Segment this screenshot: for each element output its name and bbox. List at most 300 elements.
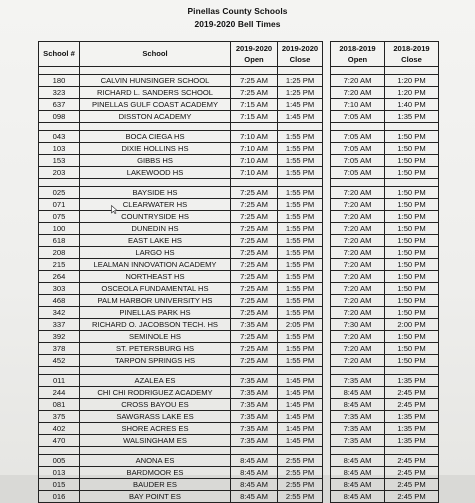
- cell-close-2019-2020: 1:55 PM: [278, 131, 323, 143]
- spacer-cell: [331, 179, 385, 187]
- table-row: [39, 271, 439, 283]
- cell-close-2019-2020: 1:55 PM: [278, 167, 323, 179]
- cell-close-2018-2019: 1:50 PM: [385, 283, 439, 295]
- cell-school-name: LEALMAN INNOVATION ACADEMY: [80, 259, 231, 271]
- cell-school-number: 015: [39, 479, 80, 491]
- column-gap: [323, 87, 331, 99]
- table-row: [39, 167, 439, 179]
- cell-open-2018-2019: 7:35 AM: [331, 435, 385, 447]
- cell-close-2019-2020: 1:55 PM: [278, 283, 323, 295]
- table-row: [39, 455, 439, 467]
- table-row: [39, 387, 439, 399]
- cell-school-name: SAWGRASS LAKE ES: [80, 411, 231, 423]
- cell-open-2019-2020: 8:45 AM: [231, 491, 278, 503]
- cell-open-2018-2019: 7:05 AM: [331, 155, 385, 167]
- cell-close-2019-2020: 2:05 PM: [278, 319, 323, 331]
- cell-open-2018-2019: 7:20 AM: [331, 331, 385, 343]
- spacer-cell: [278, 67, 323, 75]
- group-spacer: [39, 447, 439, 455]
- cell-close-2019-2020: 1:55 PM: [278, 307, 323, 319]
- cell-open-2019-2020: 8:45 AM: [231, 467, 278, 479]
- cell-close-2018-2019: 2:45 PM: [385, 455, 439, 467]
- spacer-cell: [231, 179, 278, 187]
- cell-school-number: 392: [39, 331, 80, 343]
- cell-open-2018-2019: 7:20 AM: [331, 271, 385, 283]
- table-row: [39, 199, 439, 211]
- spacer-cell: [278, 179, 323, 187]
- cell-school-name: BAYSIDE HS: [80, 187, 231, 199]
- cell-open-2019-2020: 7:10 AM: [231, 167, 278, 179]
- cell-open-2019-2020: 7:25 AM: [231, 235, 278, 247]
- spacer-cell: [385, 67, 439, 75]
- table-row: [39, 435, 439, 447]
- column-gap: [323, 355, 331, 367]
- column-gap: [323, 467, 331, 479]
- cell-close-2018-2019: 1:35 PM: [385, 435, 439, 447]
- column-gap: [323, 155, 331, 167]
- cell-close-2018-2019: 1:50 PM: [385, 187, 439, 199]
- cell-close-2018-2019: 2:45 PM: [385, 491, 439, 503]
- cell-open-2018-2019: 7:20 AM: [331, 223, 385, 235]
- table-body: [39, 67, 439, 503]
- cell-school-name: SHORE ACRES ES: [80, 423, 231, 435]
- column-gap: [323, 235, 331, 247]
- column-gap: [323, 99, 331, 111]
- column-gap: [323, 143, 331, 155]
- cell-school-number: 081: [39, 399, 80, 411]
- table-row: [39, 143, 439, 155]
- cell-close-2018-2019: 1:50 PM: [385, 331, 439, 343]
- column-gap: [323, 131, 331, 143]
- spacer-cell: [231, 123, 278, 131]
- cell-open-2018-2019: 7:30 AM: [331, 319, 385, 331]
- document-subtitle: 2019-2020 Bell Times: [194, 19, 281, 29]
- cell-school-number: 618: [39, 235, 80, 247]
- column-gap: [323, 187, 331, 199]
- spacer-cell: [39, 447, 80, 455]
- cell-school-name: EAST LAKE HS: [80, 235, 231, 247]
- cell-open-2018-2019: 7:35 AM: [331, 411, 385, 423]
- cell-school-number: 098: [39, 111, 80, 123]
- cell-school-number: 075: [39, 211, 80, 223]
- cell-close-2018-2019: 2:45 PM: [385, 479, 439, 491]
- cell-school-number: 452: [39, 355, 80, 367]
- column-gap: [323, 479, 331, 491]
- cell-open-2018-2019: 7:20 AM: [331, 343, 385, 355]
- cell-open-2018-2019: 8:45 AM: [331, 387, 385, 399]
- cell-open-2019-2020: 8:45 AM: [231, 479, 278, 491]
- cell-close-2019-2020: 1:45 PM: [278, 375, 323, 387]
- cell-school-number: 375: [39, 411, 80, 423]
- cell-school-name: BARDMOOR ES: [80, 467, 231, 479]
- cell-open-2018-2019: 8:45 AM: [331, 491, 385, 503]
- table-row: [39, 423, 439, 435]
- cell-open-2019-2020: 7:25 AM: [231, 307, 278, 319]
- cell-open-2018-2019: 7:20 AM: [331, 259, 385, 271]
- cell-school-number: 153: [39, 155, 80, 167]
- column-gap: [323, 295, 331, 307]
- group-spacer: [39, 179, 439, 187]
- cell-school-name: ST. PETERSBURG HS: [80, 343, 231, 355]
- cell-school-name: CALVIN HUNSINGER SCHOOL: [80, 75, 231, 87]
- spacer-cell: [231, 67, 278, 75]
- group-spacer: [39, 123, 439, 131]
- cell-school-name: CHI CHI RODRIGUEZ ACADEMY: [80, 387, 231, 399]
- header-open-2018-2019: 2018-2019 Open: [331, 42, 385, 67]
- table-row: [39, 111, 439, 123]
- cell-close-2018-2019: 1:20 PM: [385, 87, 439, 99]
- table-row: [39, 295, 439, 307]
- cell-school-name: COUNTRYSIDE HS: [80, 211, 231, 223]
- cell-open-2018-2019: 8:45 AM: [331, 467, 385, 479]
- table-row: [39, 355, 439, 367]
- table-row: [39, 99, 439, 111]
- cell-close-2019-2020: 1:55 PM: [278, 211, 323, 223]
- cell-close-2019-2020: 1:55 PM: [278, 259, 323, 271]
- cell-close-2018-2019: 2:00 PM: [385, 319, 439, 331]
- cell-school-number: 470: [39, 435, 80, 447]
- column-gap: [323, 411, 331, 423]
- cell-open-2018-2019: 8:45 AM: [331, 399, 385, 411]
- spacer-cell: [323, 67, 331, 75]
- table-row: [39, 223, 439, 235]
- cell-close-2018-2019: 1:20 PM: [385, 75, 439, 87]
- cell-close-2019-2020: 1:25 PM: [278, 87, 323, 99]
- cell-close-2018-2019: 1:50 PM: [385, 223, 439, 235]
- cell-close-2019-2020: 1:45 PM: [278, 387, 323, 399]
- cell-close-2018-2019: 2:45 PM: [385, 387, 439, 399]
- cell-school-name: NORTHEAST HS: [80, 271, 231, 283]
- cell-school-name: BAUDER ES: [80, 479, 231, 491]
- cell-close-2019-2020: 2:55 PM: [278, 479, 323, 491]
- cell-school-name: WALSINGHAM ES: [80, 435, 231, 447]
- cell-close-2018-2019: 1:40 PM: [385, 99, 439, 111]
- cell-open-2019-2020: 7:35 AM: [231, 399, 278, 411]
- cell-close-2018-2019: 1:50 PM: [385, 343, 439, 355]
- spacer-cell: [331, 123, 385, 131]
- column-gap: [323, 75, 331, 87]
- cell-open-2019-2020: 7:35 AM: [231, 423, 278, 435]
- cell-school-name: DIXIE HOLLINS HS: [80, 143, 231, 155]
- cell-open-2019-2020: 7:35 AM: [231, 387, 278, 399]
- cell-open-2019-2020: 7:35 AM: [231, 319, 278, 331]
- cell-school-name: GIBBS HS: [80, 155, 231, 167]
- cell-school-number: 043: [39, 131, 80, 143]
- spacer-cell: [80, 67, 231, 75]
- cell-school-number: 264: [39, 271, 80, 283]
- cell-school-name: RICHARD L. SANDERS SCHOOL: [80, 87, 231, 99]
- cell-school-number: 011: [39, 375, 80, 387]
- cell-close-2018-2019: 1:50 PM: [385, 355, 439, 367]
- table-row: [39, 247, 439, 259]
- cell-close-2018-2019: 1:50 PM: [385, 307, 439, 319]
- cell-open-2018-2019: 7:20 AM: [331, 87, 385, 99]
- spacer-cell: [80, 367, 231, 375]
- cell-open-2019-2020: 7:35 AM: [231, 435, 278, 447]
- cell-open-2019-2020: 7:25 AM: [231, 271, 278, 283]
- cell-open-2019-2020: 7:25 AM: [231, 343, 278, 355]
- cell-close-2018-2019: 1:35 PM: [385, 411, 439, 423]
- cell-open-2018-2019: 8:45 AM: [331, 455, 385, 467]
- column-gap: [323, 247, 331, 259]
- document-title: Pinellas County Schools: [187, 6, 288, 16]
- cell-open-2018-2019: 7:20 AM: [331, 187, 385, 199]
- cell-open-2018-2019: 7:10 AM: [331, 99, 385, 111]
- column-gap: [323, 307, 331, 319]
- column-gap: [323, 319, 331, 331]
- group-spacer: [39, 367, 439, 375]
- cell-close-2019-2020: 1:55 PM: [278, 343, 323, 355]
- table-row: [39, 399, 439, 411]
- table-row: [39, 87, 439, 99]
- column-gap: [323, 199, 331, 211]
- cell-school-name: TARPON SPRINGS HS: [80, 355, 231, 367]
- cell-school-name: CLEARWATER HS: [80, 199, 231, 211]
- cell-open-2019-2020: 7:35 AM: [231, 411, 278, 423]
- table-row: [39, 283, 439, 295]
- spacer-cell: [323, 367, 331, 375]
- cell-close-2019-2020: 1:55 PM: [278, 187, 323, 199]
- spacer-cell: [80, 179, 231, 187]
- header-row: [39, 42, 439, 67]
- spacer-cell: [323, 179, 331, 187]
- cell-school-number: 337: [39, 319, 80, 331]
- cell-close-2019-2020: 1:55 PM: [278, 355, 323, 367]
- cell-close-2018-2019: 2:45 PM: [385, 467, 439, 479]
- cell-open-2018-2019: 7:20 AM: [331, 235, 385, 247]
- table-row: [39, 375, 439, 387]
- cell-open-2019-2020: 7:25 AM: [231, 75, 278, 87]
- cell-close-2019-2020: 1:45 PM: [278, 111, 323, 123]
- cell-school-number: 637: [39, 99, 80, 111]
- table-row: [39, 411, 439, 423]
- column-gap: [323, 259, 331, 271]
- cell-open-2018-2019: 7:35 AM: [331, 375, 385, 387]
- cell-open-2019-2020: 7:25 AM: [231, 295, 278, 307]
- cell-close-2018-2019: 1:50 PM: [385, 199, 439, 211]
- cell-close-2018-2019: 1:50 PM: [385, 247, 439, 259]
- cell-close-2018-2019: 1:50 PM: [385, 295, 439, 307]
- column-gap: [323, 271, 331, 283]
- cell-close-2019-2020: 1:55 PM: [278, 223, 323, 235]
- cell-close-2019-2020: 1:55 PM: [278, 199, 323, 211]
- cell-open-2018-2019: 7:20 AM: [331, 355, 385, 367]
- cell-close-2019-2020: 1:55 PM: [278, 155, 323, 167]
- spacer-cell: [323, 123, 331, 131]
- cell-open-2018-2019: 7:20 AM: [331, 199, 385, 211]
- table-row: [39, 75, 439, 87]
- cell-school-name: PINELLAS PARK HS: [80, 307, 231, 319]
- spacer-cell: [385, 123, 439, 131]
- cell-close-2018-2019: 1:50 PM: [385, 167, 439, 179]
- cell-school-name: DISSTON ACADEMY: [80, 111, 231, 123]
- cell-open-2019-2020: 7:25 AM: [231, 199, 278, 211]
- cell-school-number: 013: [39, 467, 80, 479]
- mouse-cursor-icon: [111, 205, 118, 214]
- spacer-cell: [385, 179, 439, 187]
- spacer-cell: [39, 179, 80, 187]
- cell-close-2019-2020: 1:55 PM: [278, 143, 323, 155]
- cell-close-2018-2019: 1:50 PM: [385, 131, 439, 143]
- cell-school-number: 103: [39, 143, 80, 155]
- cell-school-name: PINELLAS GULF COAST ACADEMY: [80, 99, 231, 111]
- cell-close-2019-2020: 1:45 PM: [278, 411, 323, 423]
- cell-open-2018-2019: 8:45 AM: [331, 479, 385, 491]
- cell-school-name: ANONA ES: [80, 455, 231, 467]
- cell-close-2019-2020: 1:55 PM: [278, 271, 323, 283]
- cell-open-2019-2020: 7:15 AM: [231, 99, 278, 111]
- cell-open-2019-2020: 7:15 AM: [231, 111, 278, 123]
- cell-open-2019-2020: 7:25 AM: [231, 331, 278, 343]
- cell-school-number: 005: [39, 455, 80, 467]
- table-row: [39, 467, 439, 479]
- table-row: [39, 331, 439, 343]
- cell-open-2018-2019: 7:05 AM: [331, 131, 385, 143]
- cell-close-2019-2020: 2:55 PM: [278, 467, 323, 479]
- cell-close-2018-2019: 1:35 PM: [385, 423, 439, 435]
- column-gap: [323, 331, 331, 343]
- cell-school-number: 203: [39, 167, 80, 179]
- column-gap: [323, 491, 331, 503]
- cell-school-name: LAKEWOOD HS: [80, 167, 231, 179]
- cell-school-number: 303: [39, 283, 80, 295]
- table-row: [39, 131, 439, 143]
- table-row: [39, 155, 439, 167]
- spacer-cell: [278, 367, 323, 375]
- cell-close-2018-2019: 1:50 PM: [385, 235, 439, 247]
- table-row: [39, 343, 439, 355]
- table-row: [39, 491, 439, 503]
- cell-open-2019-2020: 7:25 AM: [231, 187, 278, 199]
- cell-school-number: 071: [39, 199, 80, 211]
- cell-school-number: 402: [39, 423, 80, 435]
- group-spacer: [39, 67, 439, 75]
- spacer-cell: [231, 447, 278, 455]
- cell-school-number: 180: [39, 75, 80, 87]
- table-row: [39, 319, 439, 331]
- cell-open-2019-2020: 7:10 AM: [231, 143, 278, 155]
- cell-open-2019-2020: 7:25 AM: [231, 87, 278, 99]
- cell-close-2019-2020: 1:45 PM: [278, 423, 323, 435]
- cell-school-number: 016: [39, 491, 80, 503]
- cell-school-number: 342: [39, 307, 80, 319]
- column-gap: [323, 111, 331, 123]
- cell-school-name: DUNEDIN HS: [80, 223, 231, 235]
- cell-open-2018-2019: 7:20 AM: [331, 247, 385, 259]
- spacer-cell: [80, 123, 231, 131]
- cell-open-2018-2019: 7:20 AM: [331, 295, 385, 307]
- cell-open-2019-2020: 7:25 AM: [231, 259, 278, 271]
- bell-times-table: [38, 41, 439, 503]
- column-gap: [323, 423, 331, 435]
- spacer-cell: [39, 123, 80, 131]
- column-gap: [323, 399, 331, 411]
- spacer-cell: [278, 123, 323, 131]
- cell-open-2019-2020: 7:35 AM: [231, 375, 278, 387]
- spacer-cell: [331, 447, 385, 455]
- column-gap: [323, 343, 331, 355]
- cell-school-number: 323: [39, 87, 80, 99]
- cell-school-name: OSCEOLA FUNDAMENTAL HS: [80, 283, 231, 295]
- cell-open-2019-2020: 7:25 AM: [231, 211, 278, 223]
- cell-open-2018-2019: 7:20 AM: [331, 307, 385, 319]
- table-row: [39, 187, 439, 199]
- cell-school-number: 468: [39, 295, 80, 307]
- table-row: [39, 259, 439, 271]
- cell-close-2018-2019: 1:50 PM: [385, 155, 439, 167]
- cell-close-2019-2020: 1:45 PM: [278, 435, 323, 447]
- spacer-cell: [278, 447, 323, 455]
- cell-close-2019-2020: 1:45 PM: [278, 99, 323, 111]
- cell-close-2018-2019: 1:50 PM: [385, 211, 439, 223]
- cell-close-2019-2020: 1:55 PM: [278, 247, 323, 259]
- cell-open-2019-2020: 7:25 AM: [231, 223, 278, 235]
- cell-close-2019-2020: 1:25 PM: [278, 75, 323, 87]
- spacer-cell: [323, 447, 331, 455]
- cell-close-2019-2020: 2:55 PM: [278, 455, 323, 467]
- column-gap: [323, 375, 331, 387]
- cell-school-number: 100: [39, 223, 80, 235]
- table-row: [39, 235, 439, 247]
- column-gap: [323, 387, 331, 399]
- cell-school-number: 378: [39, 343, 80, 355]
- cell-school-name: LARGO HS: [80, 247, 231, 259]
- cell-close-2018-2019: 1:50 PM: [385, 271, 439, 283]
- cell-close-2019-2020: 1:55 PM: [278, 235, 323, 247]
- cell-close-2018-2019: 1:35 PM: [385, 375, 439, 387]
- column-gap: [323, 283, 331, 295]
- table-row: [39, 211, 439, 223]
- cell-close-2018-2019: 2:45 PM: [385, 399, 439, 411]
- cell-open-2019-2020: 7:10 AM: [231, 155, 278, 167]
- spacer-cell: [39, 367, 80, 375]
- column-gap: [323, 167, 331, 179]
- column-gap: [323, 435, 331, 447]
- cell-open-2018-2019: 7:05 AM: [331, 111, 385, 123]
- cell-school-name: BAY POINT ES: [80, 491, 231, 503]
- cell-school-name: CROSS BAYOU ES: [80, 399, 231, 411]
- cell-school-number: 215: [39, 259, 80, 271]
- cell-close-2018-2019: 1:35 PM: [385, 111, 439, 123]
- cell-school-name: BOCA CIEGA HS: [80, 131, 231, 143]
- column-gap: [323, 42, 331, 67]
- spacer-cell: [231, 367, 278, 375]
- cell-close-2019-2020: 1:45 PM: [278, 399, 323, 411]
- cell-open-2019-2020: 8:45 AM: [231, 455, 278, 467]
- header-school: School: [80, 42, 231, 67]
- cell-close-2018-2019: 1:50 PM: [385, 259, 439, 271]
- cell-open-2018-2019: 7:20 AM: [331, 211, 385, 223]
- cell-close-2019-2020: 1:55 PM: [278, 295, 323, 307]
- spacer-cell: [331, 367, 385, 375]
- cell-open-2019-2020: 7:25 AM: [231, 283, 278, 295]
- table-row: [39, 479, 439, 491]
- cell-open-2018-2019: 7:05 AM: [331, 167, 385, 179]
- header-open-2019-2020: 2019-2020 Open: [231, 42, 278, 67]
- table-row: [39, 307, 439, 319]
- cell-open-2019-2020: 7:25 AM: [231, 355, 278, 367]
- cell-school-name: PALM HARBOR UNIVERSITY HS: [80, 295, 231, 307]
- column-gap: [323, 223, 331, 235]
- column-gap: [323, 455, 331, 467]
- cell-close-2018-2019: 1:50 PM: [385, 143, 439, 155]
- column-gap: [323, 211, 331, 223]
- spacer-cell: [80, 447, 231, 455]
- header-close-2019-2020: 2019-2020 Close: [278, 42, 323, 67]
- cell-school-name: AZALEA ES: [80, 375, 231, 387]
- cell-open-2018-2019: 7:20 AM: [331, 283, 385, 295]
- cell-open-2019-2020: 7:25 AM: [231, 247, 278, 259]
